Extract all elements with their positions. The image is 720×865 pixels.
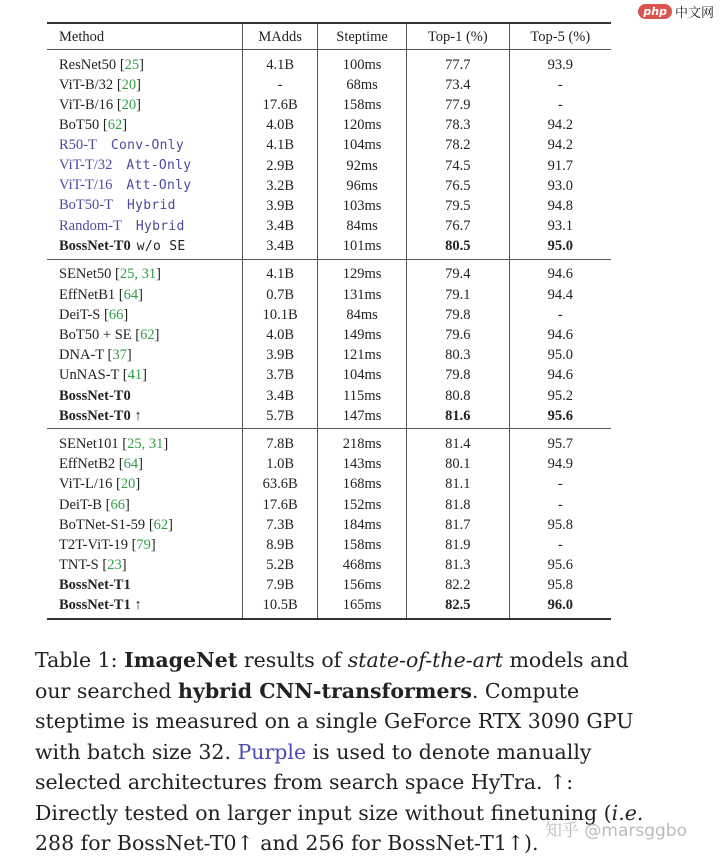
method-cell: BoT50 + SE [62] — [59, 327, 160, 344]
table-row — [47, 115, 611, 135]
steptime-cell: 129ms — [318, 259, 407, 284]
method-cell: ViT-L/16 [20] — [59, 476, 141, 493]
steptime-cell: 68ms — [318, 74, 407, 94]
top1-cell: 77.9 — [406, 94, 509, 114]
table-row — [47, 534, 611, 554]
table-row — [47, 155, 611, 175]
method-name: DeiT-B — [59, 496, 102, 513]
citation-link[interactable]: 25, 31 — [127, 435, 164, 452]
madds-cell: 8.9B — [243, 534, 318, 554]
citation-link[interactable]: 20 — [121, 76, 137, 93]
top5-cell: 94.2 — [509, 135, 611, 155]
table-row — [47, 50, 611, 75]
madds-cell: 7.8B — [243, 429, 318, 454]
madds-cell: 3.9B — [243, 345, 318, 365]
top5-cell: 95.7 — [509, 429, 611, 454]
top1-cell: 81.4 — [406, 429, 509, 454]
steptime-cell: 103ms — [318, 195, 407, 215]
method-name: ViT-B/16 — [59, 96, 114, 113]
table-row — [47, 74, 611, 94]
top1-cell: 79.6 — [406, 324, 509, 344]
table-row — [47, 304, 611, 324]
caption-text: 288 for BossNet-T0↑ and 256 for BossNet-T1↑). — [35, 831, 539, 855]
steptime-cell: 184ms — [318, 514, 407, 534]
search-space-tag: Hybrid — [126, 198, 176, 214]
top1-cell: 80.5 — [406, 236, 509, 260]
site-watermark-text: 中文网 — [674, 6, 714, 21]
table-row — [47, 175, 611, 195]
method-name: BossNet-T0 — [59, 387, 131, 404]
method-cell: ViT-B/32 [20] — [59, 76, 141, 93]
caption-italic: state-of-the-art — [347, 648, 503, 672]
steptime-cell: 120ms — [318, 115, 407, 135]
method-cell — [47, 155, 243, 175]
top5-cell: 96.0 — [509, 595, 611, 619]
steptime-cell: 84ms — [318, 216, 407, 236]
method-name: BossNet-T0 ↑ — [59, 407, 142, 424]
citation-link[interactable]: 62 — [107, 117, 123, 134]
steptime-cell: 156ms — [318, 575, 407, 595]
madds-cell: 3.9B — [243, 195, 318, 215]
top5-cell: - — [509, 74, 611, 94]
top1-cell: 79.8 — [406, 365, 509, 385]
citation-link[interactable]: 79 — [136, 536, 151, 553]
top1-cell: 79.1 — [406, 284, 509, 304]
citation-link[interactable]: 64 — [123, 456, 139, 473]
steptime-cell: 149ms — [318, 324, 407, 344]
madds-cell: 0.7B — [243, 284, 318, 304]
madds-cell: 7.3B — [243, 514, 318, 534]
steptime-cell: 468ms — [318, 555, 407, 575]
citation-link[interactable]: 66 — [108, 306, 124, 323]
method-name: SENet101 — [59, 435, 119, 452]
method-cell — [47, 175, 243, 195]
top5-cell: - — [509, 304, 611, 324]
steptime-cell: 218ms — [318, 429, 407, 454]
table-row — [47, 195, 611, 215]
top1-cell: 80.8 — [406, 385, 509, 405]
top1-cell: 81.8 — [406, 494, 509, 514]
top5-cell: - — [509, 534, 611, 554]
table-row — [47, 135, 611, 155]
header-top1: Top-1 (%) — [406, 23, 509, 50]
table-row — [47, 365, 611, 385]
table-row — [47, 385, 611, 405]
steptime-cell: 121ms — [318, 345, 407, 365]
table-row — [47, 236, 611, 260]
steptime-cell: 152ms — [318, 494, 407, 514]
citation-link[interactable]: 41 — [127, 367, 143, 384]
steptime-cell: 101ms — [318, 236, 407, 260]
site-watermark — [638, 2, 714, 21]
table-row — [47, 345, 611, 365]
top5-cell: 94.6 — [509, 259, 611, 284]
citation-link[interactable]: 20 — [121, 96, 137, 113]
madds-cell: 3.4B — [243, 216, 318, 236]
top5-cell: - — [509, 494, 611, 514]
method-cell: SENet101 [25, 31] — [59, 435, 169, 452]
top1-cell: 79.8 — [406, 304, 509, 324]
table-row — [47, 284, 611, 304]
madds-cell: 5.7B — [243, 405, 318, 429]
citation-link[interactable]: 62 — [153, 516, 169, 533]
madds-cell: 3.4B — [243, 385, 318, 405]
zhihu-watermark: 知乎 @marsggbo — [545, 821, 688, 841]
method-name: ViT-T/16 — [59, 177, 113, 194]
top5-cell: 93.1 — [509, 216, 611, 236]
steptime-cell: 147ms — [318, 405, 407, 429]
header-method: Method — [47, 23, 243, 50]
method-cell — [47, 575, 243, 595]
method-cell: EffNetB1 [64] — [59, 286, 143, 303]
top5-cell: 95.8 — [509, 575, 611, 595]
method-cell: ResNet50 [25] — [59, 56, 144, 73]
method-name: ViT-L/16 — [59, 476, 113, 493]
top5-cell: 94.6 — [509, 365, 611, 385]
method-name: BossNet-T1 — [59, 577, 131, 594]
method-cell: DeiT-B [66] — [59, 496, 130, 513]
method-name: ResNet50 — [59, 56, 117, 73]
madds-cell: 4.0B — [243, 324, 318, 344]
top1-cell: 81.3 — [406, 555, 509, 575]
caption-text: is used to denote manually selected architectures from search space HyTra. ↑: Directly tested on larger input size without finetuning ( — [35, 739, 612, 825]
table-row — [47, 216, 611, 236]
header-madds: MAdds — [243, 23, 318, 50]
method-cell: UnNAS-T [41] — [59, 367, 147, 384]
method-name: BossNet-T1 ↑ — [59, 597, 142, 614]
madds-cell: 17.6B — [243, 494, 318, 514]
steptime-cell: 92ms — [318, 155, 407, 175]
top5-cell: 95.6 — [509, 405, 611, 429]
top1-cell: 81.6 — [406, 405, 509, 429]
method-name: BoT50-T — [59, 197, 113, 214]
method-name: EffNetB2 — [59, 456, 116, 473]
top5-cell: 94.6 — [509, 324, 611, 344]
top5-cell: 95.8 — [509, 514, 611, 534]
citation-link[interactable]: 64 — [123, 286, 139, 303]
method-name: BoT50 — [59, 117, 100, 134]
method-name: SENet50 — [59, 266, 112, 283]
method-cell: DNA-T [37] — [59, 347, 132, 364]
top5-cell: 95.0 — [509, 236, 611, 260]
madds-cell: 3.4B — [243, 236, 318, 260]
method-cell: SENet50 [25, 31] — [59, 266, 161, 283]
method-cell — [47, 405, 243, 429]
table-row — [47, 454, 611, 474]
madds-cell: 10.1B — [243, 304, 318, 324]
top1-cell: 82.5 — [406, 595, 509, 619]
method-name: BoTNet-S1-59 — [59, 516, 146, 533]
top1-cell: 76.5 — [406, 175, 509, 195]
steptime-cell: 115ms — [318, 385, 407, 405]
steptime-cell: 158ms — [318, 94, 407, 114]
steptime-cell: 84ms — [318, 304, 407, 324]
madds-cell: 5.2B — [243, 555, 318, 575]
method-name: UnNAS-T — [59, 367, 120, 384]
method-cell: DeiT-S [66] — [59, 306, 129, 323]
caption-text: models and our searched — [35, 648, 629, 703]
method-name: BoT50 + SE — [59, 327, 132, 344]
madds-cell: 7.9B — [243, 575, 318, 595]
method-name: DeiT-S — [59, 306, 101, 323]
caption-bold-imagenet: ImageNet — [124, 648, 238, 672]
caption-bold-hybrid: hybrid CNN-transformers — [178, 678, 472, 703]
table-row — [47, 429, 611, 454]
top1-cell: 82.2 — [406, 575, 509, 595]
madds-cell: 3.7B — [243, 365, 318, 385]
php-logo: php — [638, 4, 672, 19]
citation-link[interactable]: 37 — [112, 347, 127, 364]
method-name: BossNet-T0 — [59, 237, 131, 254]
table-row — [47, 494, 611, 514]
top5-cell: 91.7 — [509, 155, 611, 175]
top1-cell: 79.4 — [406, 259, 509, 284]
search-space-tag: Hybrid — [135, 218, 185, 234]
method-name: T2T-ViT-19 — [59, 536, 128, 553]
header-top5: Top-5 (%) — [509, 23, 611, 50]
results-table — [47, 22, 611, 620]
top1-cell: 80.1 — [406, 454, 509, 474]
steptime-cell: 143ms — [318, 454, 407, 474]
madds-cell: 4.1B — [243, 135, 318, 155]
table-row — [47, 514, 611, 534]
search-space-tag: Conv-Only — [110, 137, 184, 153]
caption-text: . Compute steptime is measured on a single GeForce RTX 3090 GPU with batch size 32. — [35, 678, 634, 764]
top1-cell: 81.9 — [406, 534, 509, 554]
method-name: ViT-B/32 — [59, 76, 114, 93]
method-name: Random-T — [59, 217, 122, 234]
citation-link[interactable]: 25, 31 — [119, 266, 157, 283]
citation-link[interactable]: 66 — [110, 496, 125, 513]
search-space-tag: Att-Only — [126, 178, 192, 194]
top5-cell: 95.0 — [509, 345, 611, 365]
madds-cell: 1.0B — [243, 454, 318, 474]
madds-cell: 10.5B — [243, 595, 318, 619]
table-row — [47, 324, 611, 344]
top1-cell: 76.7 — [406, 216, 509, 236]
top5-cell: 94.9 — [509, 454, 611, 474]
madds-cell: 4.0B — [243, 115, 318, 135]
top1-cell: 79.5 — [406, 195, 509, 215]
top5-cell: 94.2 — [509, 115, 611, 135]
madds-cell: 63.6B — [243, 474, 318, 494]
table-body — [47, 50, 611, 620]
method-cell — [47, 216, 243, 236]
table-row — [47, 259, 611, 284]
method-name: TNT-S — [59, 557, 99, 574]
top1-cell: 81.7 — [406, 514, 509, 534]
madds-cell: 4.1B — [243, 259, 318, 284]
search-space-tag: Att-Only — [126, 158, 192, 174]
method-cell — [47, 135, 243, 155]
table-row — [47, 595, 611, 619]
method-cell — [47, 236, 243, 260]
top5-cell: - — [509, 94, 611, 114]
citation-link[interactable]: 23 — [107, 557, 122, 574]
method-cell: BoT50 [62] — [59, 117, 128, 134]
madds-cell: 2.9B — [243, 155, 318, 175]
top5-cell: 93.9 — [509, 50, 611, 75]
steptime-cell: 104ms — [318, 365, 407, 385]
top5-cell: 95.2 — [509, 385, 611, 405]
steptime-cell: 165ms — [318, 595, 407, 619]
table-header-row — [47, 23, 611, 50]
steptime-cell: 104ms — [318, 135, 407, 155]
method-name: DNA-T — [59, 347, 104, 364]
top5-cell: 94.8 — [509, 195, 611, 215]
citation-link[interactable]: 62 — [140, 327, 155, 344]
steptime-cell: 158ms — [318, 534, 407, 554]
top1-cell: 77.7 — [406, 50, 509, 75]
method-cell — [47, 595, 243, 619]
top5-cell: - — [509, 474, 611, 494]
method-cell — [47, 195, 243, 215]
steptime-cell: 131ms — [318, 284, 407, 304]
method-name: ViT-T/32 — [59, 157, 113, 174]
top1-cell: 78.3 — [406, 115, 509, 135]
table-row — [47, 94, 611, 114]
search-space-tag: w/o SE — [136, 238, 186, 254]
madds-cell: - — [243, 74, 318, 94]
citation-link[interactable]: 25 — [124, 56, 140, 73]
method-cell: EffNetB2 [64] — [59, 456, 143, 473]
caption-text: results of — [237, 648, 348, 672]
method-cell: BoTNet-S1-59 [62] — [59, 516, 173, 533]
caption-purple-word: Purple — [237, 739, 307, 764]
top1-cell: 74.5 — [406, 155, 509, 175]
table-row — [47, 575, 611, 595]
steptime-cell: 96ms — [318, 175, 407, 195]
header-steptime: Steptime — [318, 23, 407, 50]
method-cell: T2T-ViT-19 [79] — [59, 536, 156, 553]
top1-cell: 78.2 — [406, 135, 509, 155]
method-cell: TNT-S [23] — [59, 557, 127, 574]
caption-italic-ie: i.e. — [611, 800, 644, 825]
method-name: EffNetB1 — [59, 286, 116, 303]
method-cell — [47, 385, 243, 405]
citation-link[interactable]: 20 — [120, 476, 136, 493]
caption-label: Table 1: — [35, 648, 125, 672]
steptime-cell: 168ms — [318, 474, 407, 494]
top5-cell: 94.4 — [509, 284, 611, 304]
steptime-cell: 100ms — [318, 50, 407, 75]
top1-cell: 81.1 — [406, 474, 509, 494]
top5-cell: 95.6 — [509, 555, 611, 575]
madds-cell: 4.1B — [243, 50, 318, 75]
madds-cell: 17.6B — [243, 94, 318, 114]
table-row — [47, 555, 611, 575]
top1-cell: 73.4 — [406, 74, 509, 94]
madds-cell: 3.2B — [243, 175, 318, 195]
method-name: R50-T — [59, 136, 97, 153]
table-row — [47, 405, 611, 429]
top5-cell: 93.0 — [509, 175, 611, 195]
table-row — [47, 474, 611, 494]
top1-cell: 80.3 — [406, 345, 509, 365]
method-cell: ViT-B/16 [20] — [59, 96, 141, 113]
